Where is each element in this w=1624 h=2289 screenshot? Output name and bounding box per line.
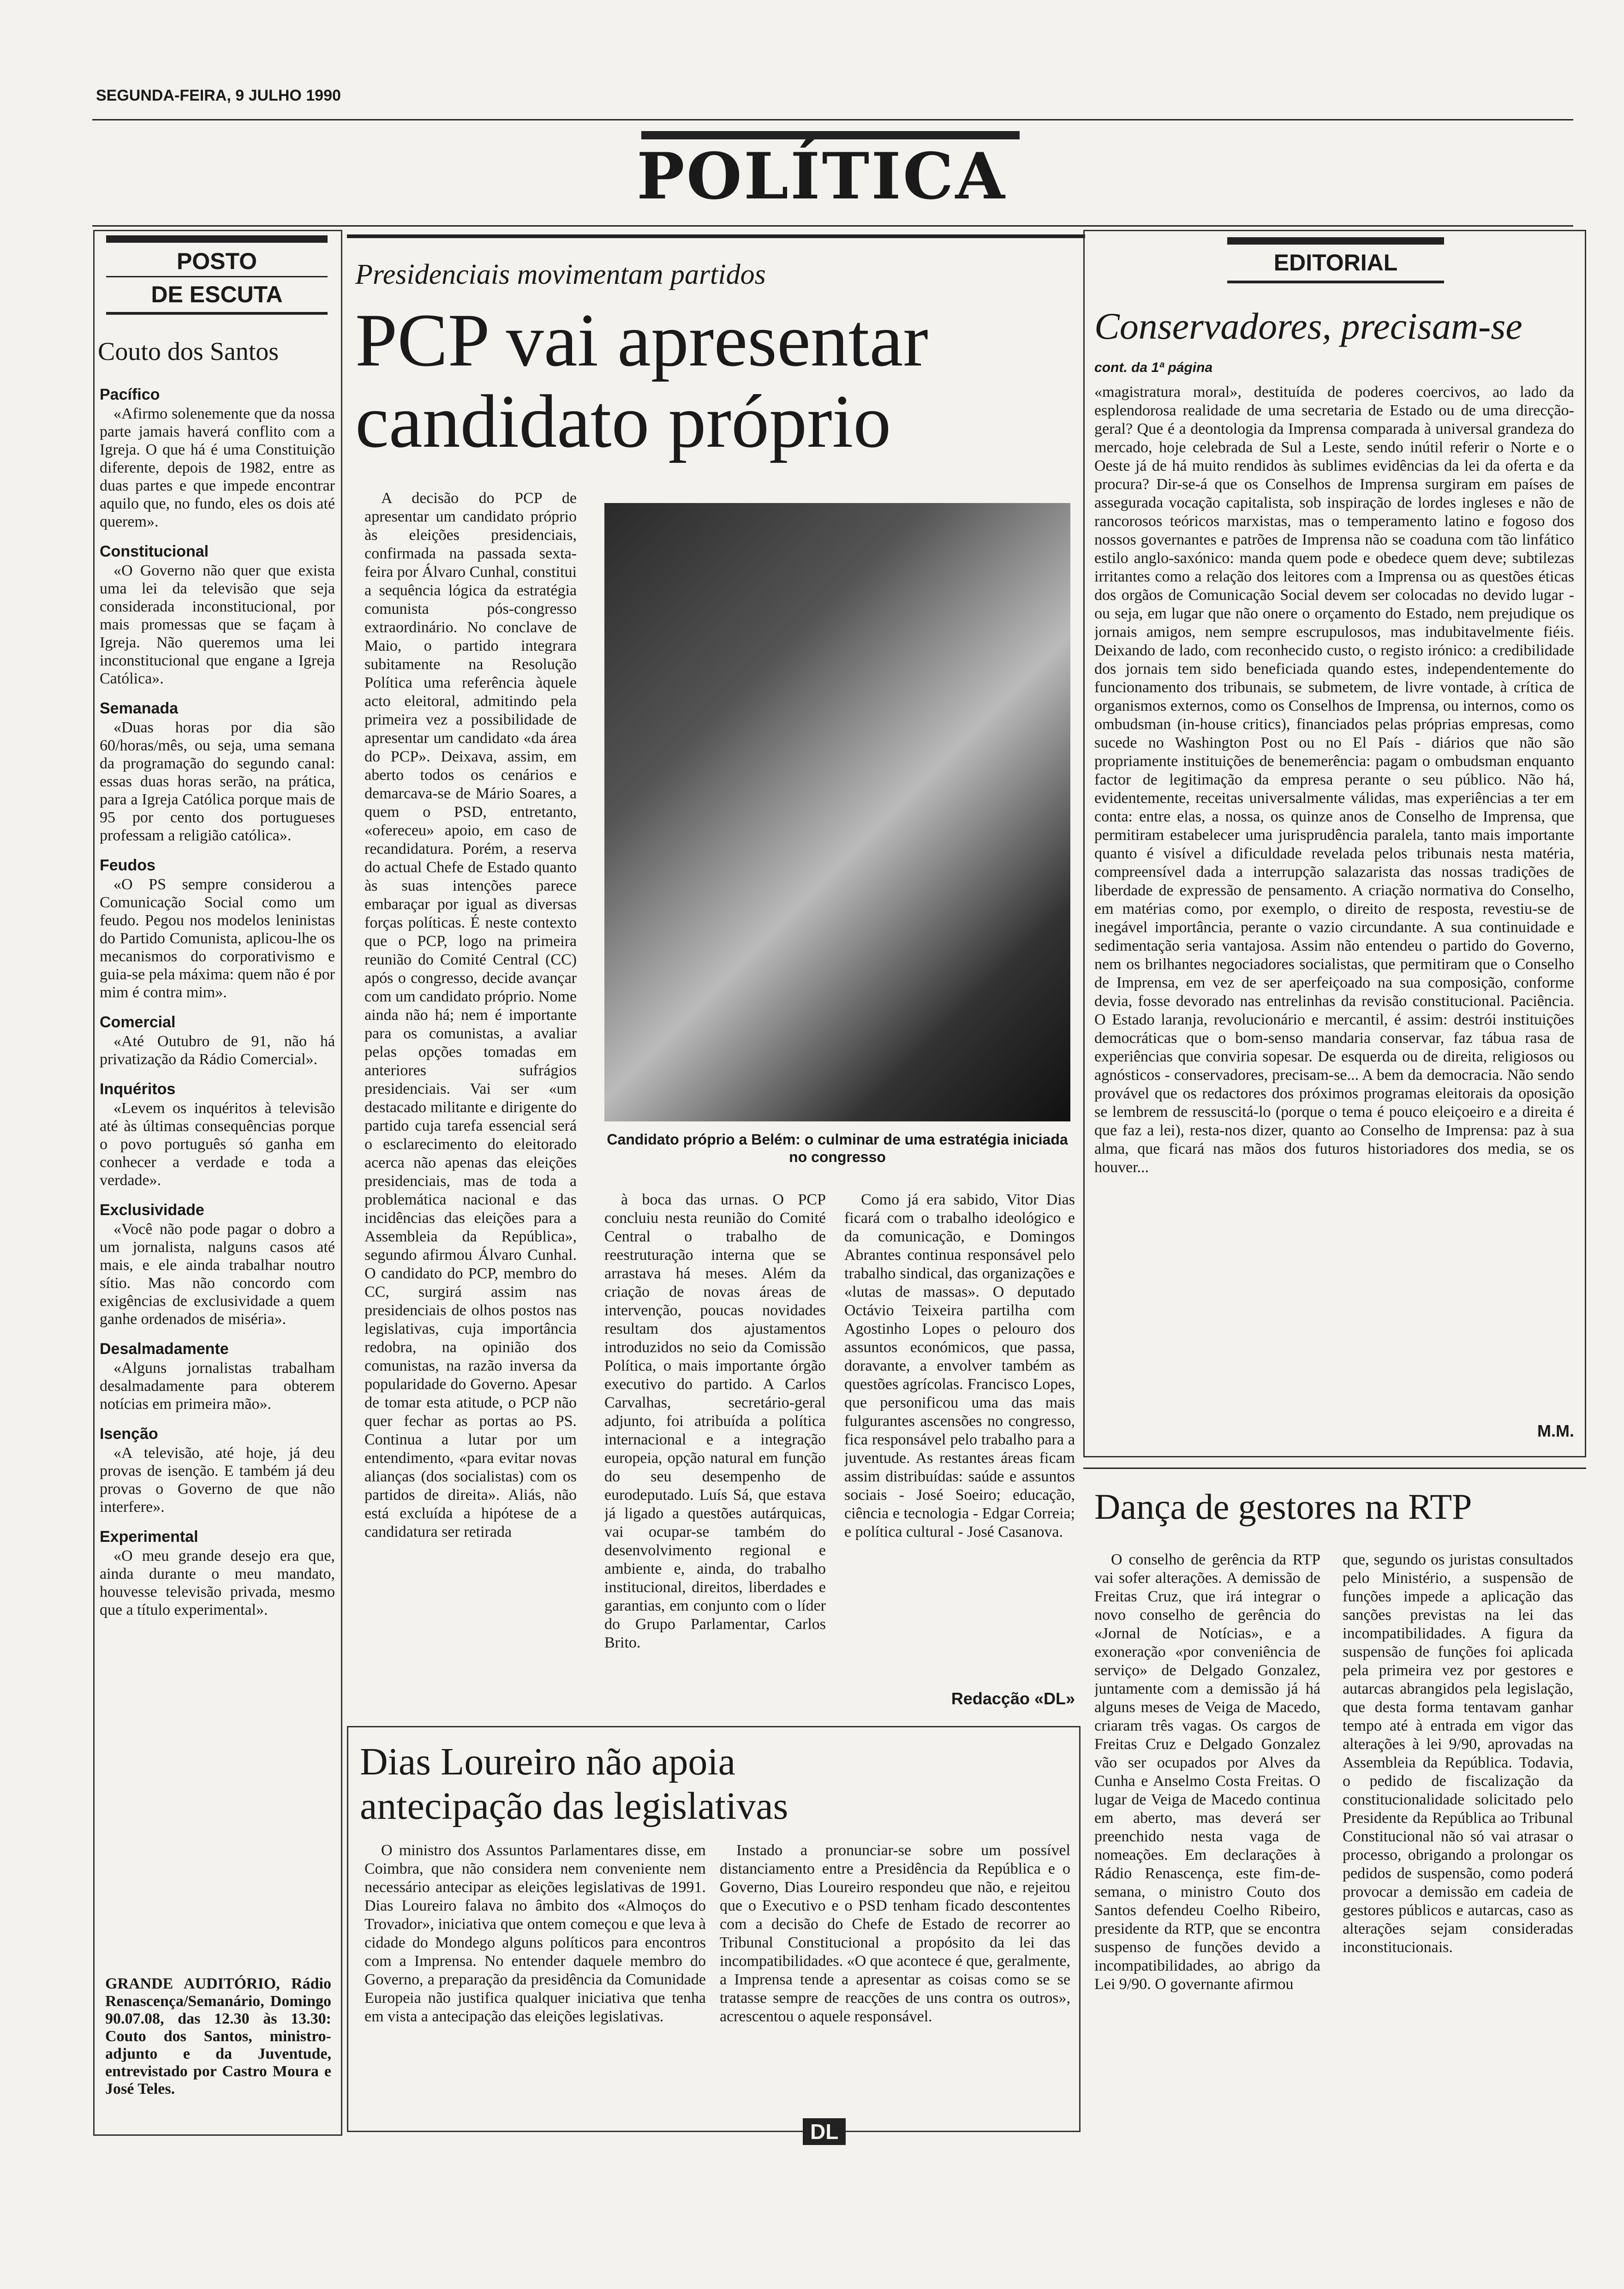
lead-col-1-text: A decisão do PCP de apresentar um candidato próprio às eleições presidenciais, confirmada na passada sexta-feira por Álvaro Cunhal, constitui a sequência lógica da estratégia comunista pós-congresso extraordinário. No conclave de Maio, o partido integrara subitamente na Resolução Política uma referência àquele acto eleitoral, admitindo pela primeira vez a possibilidade de apresentar um candidato «da área do PCP». Deixava, assim, em aberto todos os cenários e demarcava-se de Mário Soares, a quem o PSD, entretanto, «ofereceu» apoio, em caso de recandidatura. Porém, a reserva do actual Chefe de Estado quanto às suas intenções parece embaraçar por igual as diversas forças políticas. É neste contexto que o PCP, logo na primeira reunião do Comité Central (CC) após o congresso, decide avançar com um candidato próprio. Nome ainda não há; nem é importante para os comunistas, a avaliar pelas opções tomadas em anteriores sufrágios presidenciais. Vai ser «um destacado militante e dirigente do partido cuja tarefa essencial será o esclarecimento do eleitorado acerca não apenas das eleições presidenciais, mas de toda a problemática nacional e das incidências das eleições para a Assembleia da República», segundo afirmou Álvaro Cunhal. O candidato do PCP, membro do CC, surgirá assim nas presidenciais de olhos postos nas legislativas, cuja importância redobra, na opinião dos comunistas, na razão inversa da popularidade do Governo. Apesar de tomar esta atitude, o PCP não quer fechar as portas ao PS. Continua a lutar por um entendimento, «para evitar novas alianças (dos socialistas) com os partidos de direita». Aliás, não está excluída a hipótese de a candidatura ser retirada [364, 490, 577, 1540]
posto-kicker-1: POSTO [176, 248, 257, 274]
lead-photo [604, 503, 1070, 1121]
posto-item-text: «O meu grande desejo era que, ainda durante o meu mandato, houvesse televisão privada, mesmo que a título experimental». [100, 1547, 335, 1618]
posto-item-head: Pacífico [100, 386, 160, 403]
posto-item-text: «Alguns jornalistas trabalham desalmadamente para obterem notícias em primeira mão». [100, 1360, 335, 1413]
editorial-body-text: «magistratura moral», destituída de poderes coercivos, ao lado da esplendorosa realidade de uma secretaria de Estado ou de uma direcção-geral? Que é a deontologia da Imprensa comparada à universal grandeza do mercado, hoje celebrada de Sul a Leste, sendo inútil referir o Norte e o Oeste já de há muito rendidos às sublimes evidências da lei da oferta e da procura? Dir-se-á que os Conselhos de Imprensa surgiram em países de assegurada vocação capitalista, sob inspiração de lordes ingleses e não de rancorosos teóricos marxistas, mas o temperamento latino e fogoso dos nossos governantes e patrões de Imprensa não se coaduna com tão linfático estilo anglo-saxónico: manda quem pode e obedece quem deve; subtilezas irritantes como a relação dos leitores com a Imprensa ou as questões éticas dos orgãos de Comunicação Social devem ser colocadas no devido lugar - ou seja, em lugar que não onere o orçamento do Estado, nem prejudique os jornais amigos, nem sempre escrupulosos, mas indubitavelmente fiéis. Deixando de lado, com reconhecido custo, o registo irónico: a credibilidade dos jornais tem sido beneficiada quando estes, independentemente do funcionamento dos tribunais, se submetem, de livre vontade, à crítica de organismos externos, como os Conselhos de Imprensa, ou internos, como os ombudsman (in-house critics), financiados pelas próprias empresas, como sucede no Washington Post ou no El País - diários que não são propriamente instituições de benemerência: pagam o ombudsman enquanto factor de legitimação da empresa perante o seu público. Não há, evidentemente, receitas universalmente válidas, mas experiências a ter em conta: entre elas, a nossa, os quinze anos de Conselho de Imprensa, que permitiram estabelecer uma jurisprudência paralela, tanto mais importante quanto é visível a dificuldade revelada pelos tribunais nesta matéria, compreensível dada a interrupção salazarista das nossas tradições de liberdade de expressão de pensamento. A criação normativa do Conselho, em matérias como, por exemplo, o direito de resposta, revestiu-se de inegável importância, perante o vazio circundante. A sua continuidade e sedimentação seria vantajosa. Assim não entendeu o partido do Governo, nem os brilhantes negociadores socialistas, que permitiram que o Conselho de Imprensa, em vez de ser aperfeiçoado na sua composição, conforme devia, fosse devorado nas entrelinhas da revisão constitucional. Paciência. O Estado laranja, revolucionário e mercantil, é assim: destrói instituições democráticas que o bom-senso mandaria conservar, faz tábua rasa de experiências que conviria sopesar. De esquerda ou de direita, religiosos ou agnósticos - conservadores, precisam-se... A bem da democracia. Não sendo provável que os redactores dos próximos programas eleitorais da oposição se lembrem de ressuscitá-lo (porque o tema é pouco eleiçoeiro e a direita é que faz a lei), resta-nos dizer, quanto ao Conselho de Imprensa: paz à sua alma, que ficará nas mãos dos futuros historiadores dos media, se os houver... [1094, 383, 1574, 1176]
posto-item-head: Isenção [100, 1425, 158, 1443]
lead-photo-caption: Candidato próprio a Belém: o culminar de uma estratégia iniciada no congresso [607, 1131, 1068, 1165]
dias-col-1 [364, 1841, 706, 2118]
section-title: POLÍTICA [637, 138, 1007, 214]
editorial-top-bar [1227, 237, 1444, 245]
posto-item-head: Desalmadamente [100, 1340, 229, 1358]
editorial-body [1094, 383, 1574, 1408]
lead-col-3 [844, 1191, 1075, 1680]
lead-signature: Redacção «DL» [951, 1689, 1075, 1708]
posto-item-text: «Afirmo solenemente que da nossa parte jamais haverá conflito com a Igreja. O que há é uma Constituição diferente, depois de 1982, entre as duas partes e que impede encontrar aquilo que, no fundo, eles os dois até querem». [100, 405, 335, 530]
dateline: SEGUNDA-FEIRA, 9 JULHO 1990 [96, 87, 341, 104]
posto-item-text: «Levem os inquéritos à televisão até às últimas consequências porque o povo português só ganha em conhecer a verdade e toda a verdade». [100, 1100, 335, 1189]
editorial-title: Conservadores, precisam-se [1094, 305, 1522, 347]
editorial-cont: cont. da 1ª página [1094, 360, 1213, 375]
posto-item-head: Comercial [100, 1013, 176, 1031]
rtp-col-2 [1343, 1551, 1573, 2151]
rtp-col-1 [1094, 1551, 1320, 2151]
section-rule [92, 225, 1573, 227]
footer-logo: DL [803, 2118, 846, 2145]
posto-item-text: «O PS sempre considerou a Comunicação Social como um feudo. Pegou nos modelos leninistas do Partido Comunista, aplicou-lhe os mecanismos do corporativismo e guia-se pela máxima: quem não é por mim é contra mim». [100, 876, 335, 1001]
rtp-col-1-text: O conselho de gerência da RTP vai sofer alterações. A demissão de Freitas Cruz, que irá integrar o novo conselho de gerência do «Jornal de Notícias», e a exoneração «por conveniência de serviço» de Delgado Gonzalez, juntamente com a demissão já há alguns meses de Veiga de Macedo, criaram três vagas. Os cargos de Freitas Cruz e Delgado Gonzalez vão ser ocupados por Alves da Cunha e Anselmo Costa Freitas. O lugar de Veiga de Macedo continua em aberto, mas deverá ser preenchido nesta vaga de nomeações. Em declarações à Rádio Renascença, este fim-de-semana, o ministro Couto dos Santos defendeu Coelho Ribeiro, presidente da RTP, que se encontra suspenso de funções devido a incompatibilidades, ao abrigo da Lei 9/90. O governante afirmou [1094, 1551, 1320, 1993]
posto-item-text: «Você não pode pagar o dobro a um jornalista, nalguns casos até mais, e ele ainda trabalhar noutro sítio. Mas não concordo com exigências de exclusividade a quem ganhe ordenados de miséria». [100, 1221, 335, 1328]
posto-item-head: Experimental [100, 1528, 198, 1546]
rtp-headline: Dança de gestores na RTP [1094, 1486, 1472, 1527]
dias-headline-1: Dias Loureiro não apoia [360, 1740, 736, 1783]
posto-item-head: Constitucional [100, 543, 209, 560]
lead-top-bar [347, 234, 1085, 238]
posto-title: Couto dos Santos [98, 337, 279, 366]
dias-col-2-text: Instado a pronunciar-se sobre um possível distanciamento entre a Presidência da República e o Governo, Dias Loureiro respondeu que não, e rejeitou que o Executivo e o PSD tenham ficado descontentes com a decisão do Chefe de Estado de recorrer ao Tribunal Constitucional a propósito da lei das incompatibilidades. «O que acontece é que, geralmente, a Imprensa tende a apresentar as coisas como se se tratasse sempre de reacções de uns contra os outros», acrescentou o aquele responsável. [720, 1842, 1070, 2025]
posto-item-text: «Até Outubro de 91, não há privatização da Rádio Comercial». [100, 1033, 335, 1068]
lead-col-1 [364, 489, 577, 1892]
dias-col-1-text: O ministro dos Assuntos Parlamentares disse, em Coimbra, que não considera nem conveniente nem necessário antecipar as eleições legislativas de 1991. Dias Loureiro falava no âmbito dos «Almoços do Trovador», iniciativa que ontem começou e que leva à cidade do Mondego alguns políticos para encontros com a Imprensa. No entender daquele membro do Governo, a preparação da presidência da Comunidade Europeia não justifica qualquer iniciativa que tenha em vista a antecipação das eleições legislativas. [364, 1842, 706, 2025]
posto-item-head: Inquéritos [100, 1080, 176, 1098]
editorial-kicker: EDITORIAL [1273, 250, 1398, 276]
posto-item-head: Feudos [100, 857, 155, 874]
editorial-bottom-bar [1227, 281, 1444, 283]
posto-item-text: «A televisão, até hoje, já deu provas de isenção. E também já deu provas o Governo de que não interfere». [100, 1444, 335, 1516]
posto-mid-rule [106, 276, 328, 277]
posto-item-text: «O Governo não quer que exista uma lei da televisão que seja considerada inconstitucional, por mais promessas que se façam à Igreja. Não queremos uma lei inconstitucional que engane a Igreja Católica». [100, 562, 335, 687]
rtp-col-2-text: que, segundo os juristas consultados pelo Ministério, a suspensão de funções impede a aplicação das sanções previstas na lei das incompatibilidades. A figura da suspensão de funções foi aplicada pela primeira vez por gestores e autarcas abrangidos pela legislação, que desta forma tentavam ganhar tempo até à entrada em vigor das alterações à lei 9/90, aprovadas na Assembleia da República. Todavia, o pedido de fiscalização da constitucionalidade solicitado pelo Presidente da República ao Tribunal Constitucional não só vai atrasar o processo, obrigando a prolongar os pedidos de suspensão, como poderá provocar a demissão em cadeia de gestores públicos e autarcas, caso as alterações sejam consideradas inconstitucionais. [1343, 1551, 1573, 1956]
posto-item-head: Exclusividade [100, 1201, 204, 1219]
posto-footer: GRANDE AUDITÓRIO, Rádio Renascença/Semanário, Domingo 90.07.08, das 12.30 às 13.30: Couto dos Santos, ministro-adjunto e da Juventude, entrevistado por Castro Moura e José Teles. [105, 1975, 331, 2097]
posto-items [100, 374, 335, 1619]
header-rule [92, 119, 1573, 120]
rtp-rule [1083, 1468, 1586, 1469]
posto-item-head: Semanada [100, 700, 179, 717]
posto-bottom-bar [106, 312, 328, 315]
editorial-signature: M.M. [1537, 1421, 1574, 1440]
posto-kicker-2: DE ESCUTA [151, 282, 283, 307]
lead-kicker: Presidenciais movimentam partidos [355, 259, 766, 290]
dias-col-2 [720, 1841, 1070, 2118]
posto-top-bar [106, 235, 328, 243]
lead-headline: PCP vai apresentar candidato próprio [355, 299, 928, 463]
lead-col-2 [604, 1191, 826, 1726]
lead-col-2-text: à boca das urnas. O PCP concluiu nesta reunião do Comité Central o trabalho de reestruturação interna que se arrastava há meses. Além da criação de novas áreas de intervenção, poucas novidades resultam dos ajustamentos introduzidos no seio da Comissão Política, o mais importante órgão executivo do partido. A Carlos Carvalhas, secretário-geral adjunto, foi atribuída a política internacional e a integração europeia, opção natural em função do seu desempenho de eurodeputado. Luís Sá, que estava já ligado a questões autárquicas, vai ocupar-se também do desenvolvimento regional e ambiente e, ainda, do trabalho institucional, direitos, liberdades e garantias, em conjunto com o líder do Grupo Parlamentar, Carlos Brito. [604, 1191, 826, 1651]
dias-headline-2: antecipação das legislativas [360, 1785, 788, 1828]
lead-col-3-text: Como já era sabido, Vitor Dias ficará com o trabalho ideológico e da comunicação, e Domingos Abrantes continua responsável pelo trabalho sindical, das organizações e «lutas de massas». O deputado Octávio Teixeira partilha com Agostinho Lopes o pelouro dos assuntos económicos, que passa, doravante, a envolver também as questões agrícolas. Francisco Lopes, que personificou uma das mais fulgurantes ascensões no congresso, fica responsável pelo trabalho para a juventude. As restantes áreas ficam assim distribuídas: saúde e assuntos sociais - José Soeiro; educação, ciência e tecnologia - Edgar Correia; e política cultural - José Casanova. [844, 1191, 1075, 1540]
posto-item-text: «Duas horas por dia são 60/horas/mês, ou seja, uma semana da programação do segundo canal: essas duas horas serão, na prática, para a Igreja Católica porque mais de 95 por cento dos portugueses professam a religião católica». [100, 719, 335, 844]
